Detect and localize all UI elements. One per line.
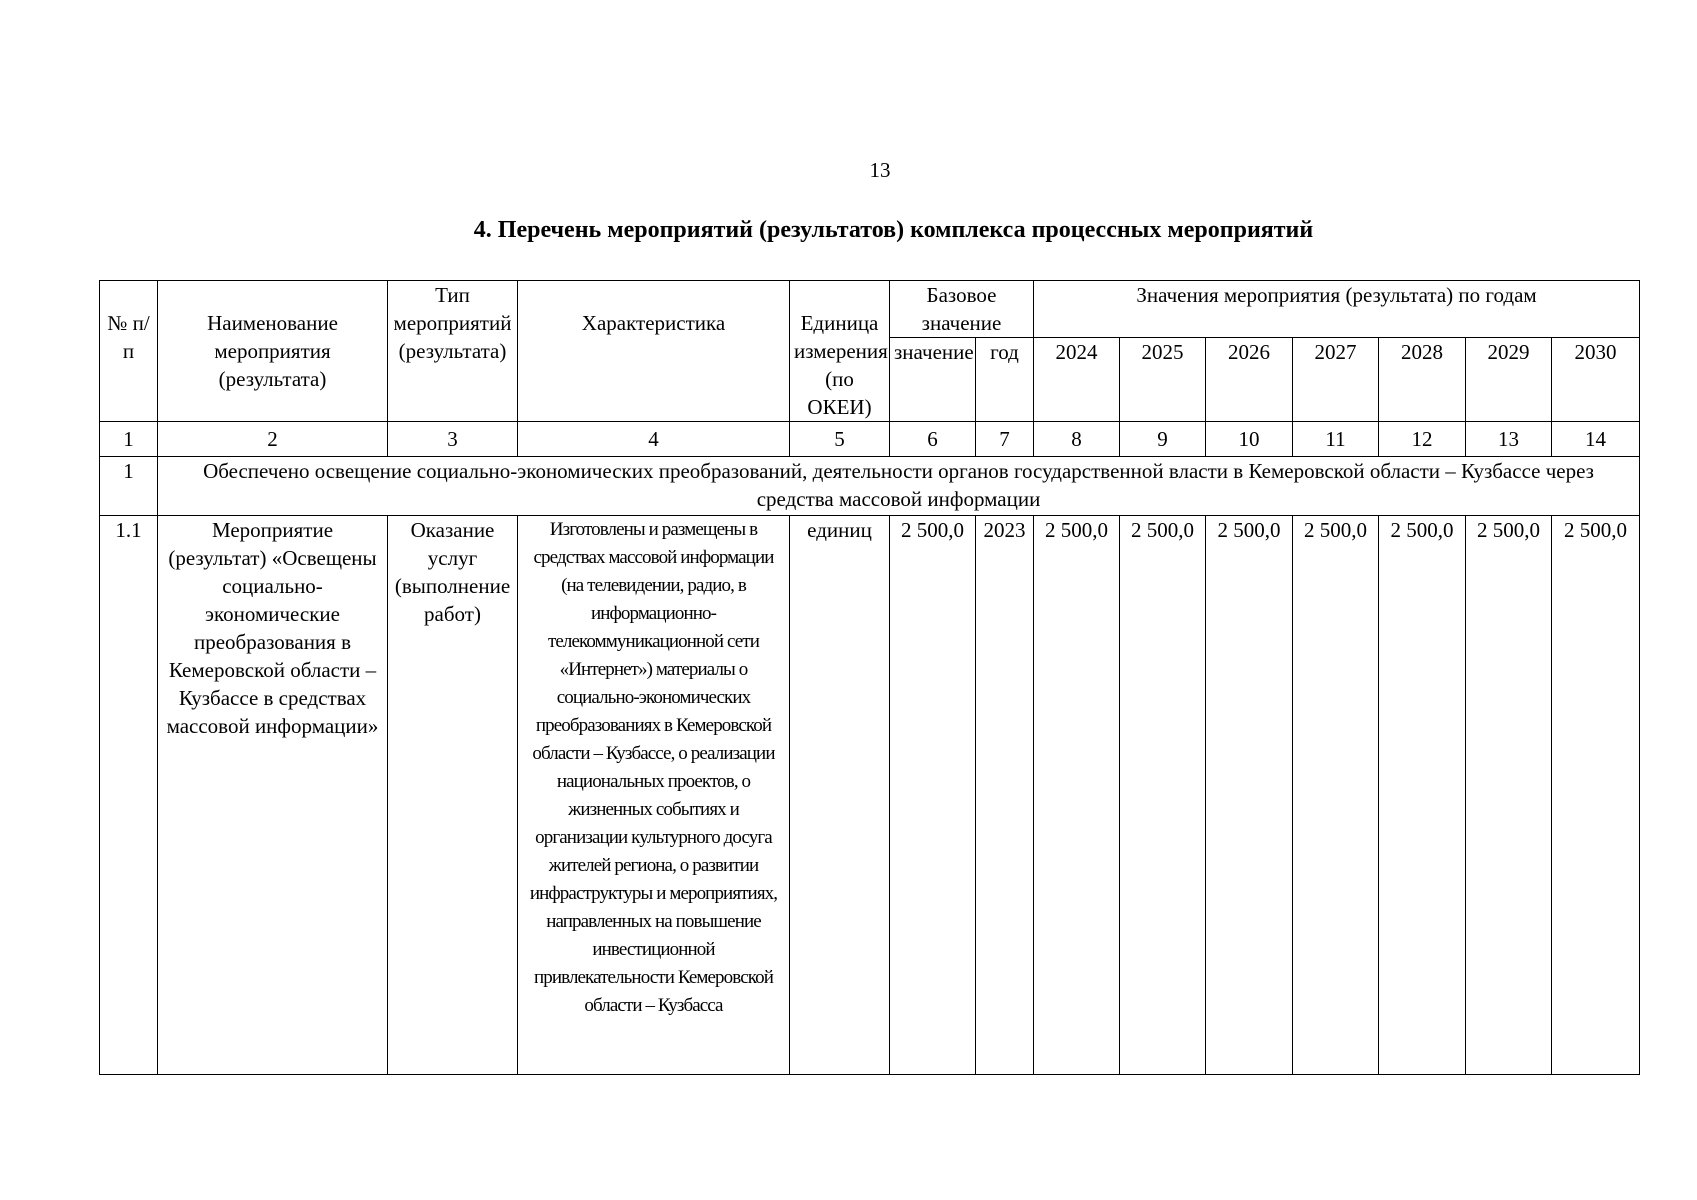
column-number: 5 — [790, 422, 890, 457]
header-base-value: Базовое значение — [890, 281, 1034, 338]
group-row — [100, 457, 1640, 516]
page-number: 13 — [869, 158, 891, 182]
header-name: Наименование мероприятия (результата) — [158, 281, 388, 422]
column-number: 1 — [100, 422, 158, 457]
row-name: Мероприятие (результат) «Освещены социально-экономические преобразования в Кемеровской области – Кузбассе в средствах массовой информации» — [158, 516, 388, 1075]
row-value: 2 500,0 — [1120, 516, 1206, 1075]
row-value: 2 500,0 — [1034, 516, 1120, 1075]
group-num: 1 — [100, 457, 158, 516]
column-number: 7 — [976, 422, 1034, 457]
row-value: 2 500,0 — [1379, 516, 1466, 1075]
row-value: 2 500,0 — [1293, 516, 1379, 1075]
row-unit: единиц — [790, 516, 890, 1075]
column-number: 14 — [1552, 422, 1640, 457]
header-yearly-values: Значения мероприятия (результата) по годам — [1034, 281, 1640, 338]
row-value: 2 500,0 — [1552, 516, 1640, 1075]
header-year: 2029 — [1466, 338, 1552, 422]
column-number: 4 — [518, 422, 790, 457]
column-number: 9 — [1120, 422, 1206, 457]
column-number: 10 — [1206, 422, 1293, 457]
column-number: 3 — [388, 422, 518, 457]
header-year: 2026 — [1206, 338, 1293, 422]
column-number: 12 — [1379, 422, 1466, 457]
header-type: Тип мероприятий (результата) — [388, 281, 518, 422]
header-row-top — [100, 281, 1640, 338]
row-type: Оказание услуг (выполнение работ) — [388, 516, 518, 1075]
row-base-year: 2023 — [976, 516, 1034, 1075]
group-title: Обеспечено освещение социально-экономических преобразований, деятельности органов государственной власти в Кемеровской области – Кузбассе через средства массовой информации — [158, 457, 1640, 516]
table-row — [100, 516, 1640, 1075]
column-number: 13 — [1466, 422, 1552, 457]
header-base-value-value: значение — [890, 338, 976, 422]
header-year: 2025 — [1120, 338, 1206, 422]
header-year: 2030 — [1552, 338, 1640, 422]
row-characteristic: Изготовлены и размещены в средствах массовой информации (на телевидении, радио, в информационно-телекоммуникационной сети «Интернет») материалы о социально-экономических преобразованиях в Кемеровской области – Кузбассе, о реализации национальных проектов, о жизненных событиях и организации культурного досуга жителей региона, о развитии инфраструктуры и мероприятиях, направленных на повышение инвестиционной привлекательности Кемеровской области – Кузбасса — [518, 516, 790, 1075]
column-number: 6 — [890, 422, 976, 457]
header-characteristic: Характеристика — [518, 281, 790, 422]
column-number-row — [100, 422, 1640, 457]
header-base-value-year: год — [976, 338, 1034, 422]
column-number: 8 — [1034, 422, 1120, 457]
column-number: 11 — [1293, 422, 1379, 457]
column-number: 2 — [158, 422, 388, 457]
row-base-value: 2 500,0 — [890, 516, 976, 1075]
header-year: 2027 — [1293, 338, 1379, 422]
header-unit: Единица измерения (по ОКЕИ) — [790, 281, 890, 422]
events-table — [99, 280, 1640, 1075]
section-title: 4. Перечень мероприятий (результатов) комплекса процессных мероприятий — [473, 217, 1314, 243]
row-value: 2 500,0 — [1206, 516, 1293, 1075]
row-num: 1.1 — [100, 516, 158, 1075]
row-value: 2 500,0 — [1466, 516, 1552, 1075]
header-year: 2024 — [1034, 338, 1120, 422]
header-year: 2028 — [1379, 338, 1466, 422]
header-num: № п/п — [100, 281, 158, 422]
